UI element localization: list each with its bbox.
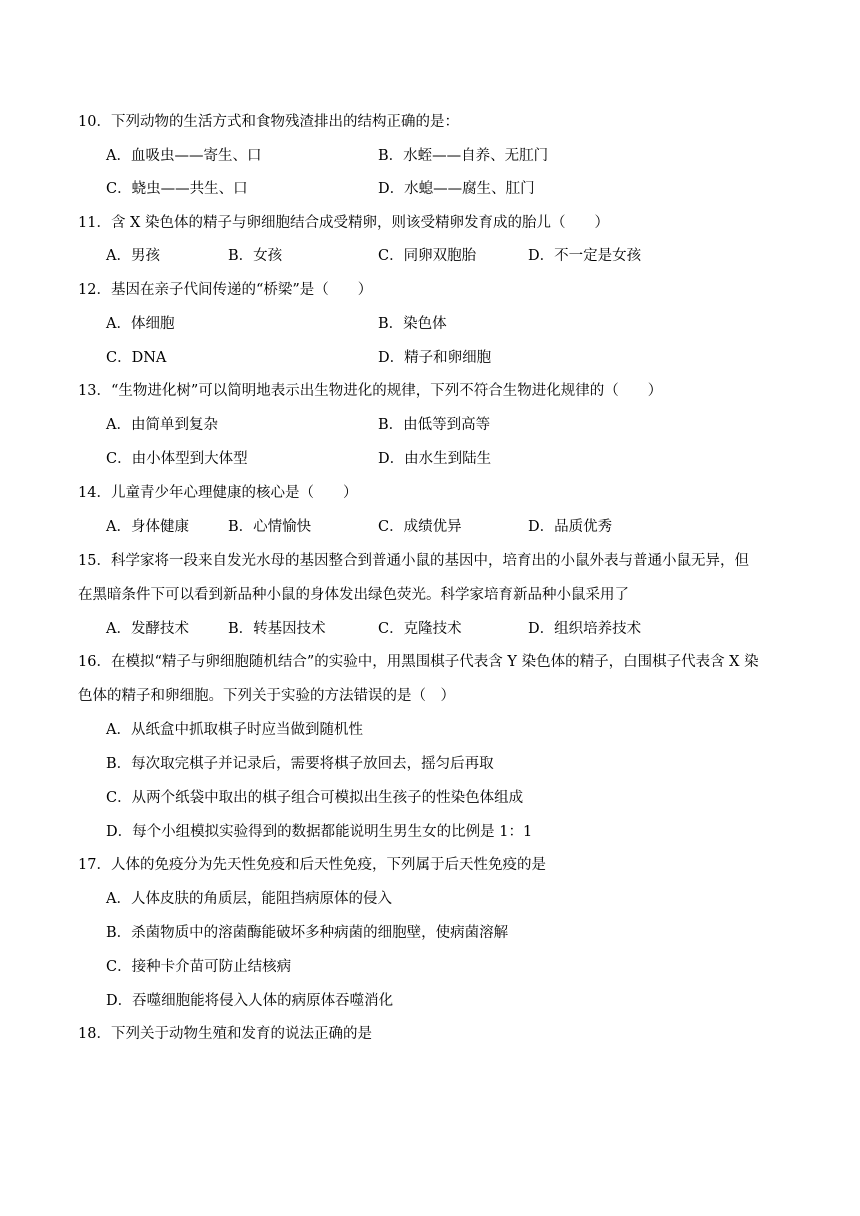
option-b: B．心情愉快 <box>228 519 312 535</box>
question-10-stem: 10．下列动物的生活方式和食物残渣排出的结构正确的是： <box>78 114 459 130</box>
question-18-stem: 18．下列关于动物生殖和发育的说法正确的是 <box>78 1026 372 1042</box>
question-14-stem: 14．儿童青少年心理健康的核心是（ ） <box>78 485 358 501</box>
option-a: A．人体皮肤的角质层，能阻挡病原体的侵入 <box>106 891 392 907</box>
option-d: D．每个小组模拟实验得到的数据都能说明生男生女的比例是 1：1 <box>106 824 533 840</box>
question-15-stem-line-1: 15．科学家将一段来自发光水母的基因整合到普通小鼠的基因中，培育出的小鼠外表与普通小鼠无异，但 <box>78 553 749 569</box>
question-13-stem: 13．“生物进化树”可以简明地表示出生物进化的规律，下列不符合生物进化规律的（ ） <box>78 383 663 399</box>
option-b: B．每次取完棋子并记录后，需要将棋子放回去，摇匀后再取 <box>106 756 494 772</box>
option-c: C．从两个纸袋中取出的棋子组合可模拟出生孩子的性染色体组成 <box>106 790 524 806</box>
option-a: A．身体健康 <box>106 519 189 535</box>
option-c: C．成绩优异 <box>378 519 462 535</box>
option-d: D．组织培养技术 <box>528 621 642 637</box>
option-d: D．品质优秀 <box>528 519 613 535</box>
option-b: B．转基因技术 <box>228 621 326 637</box>
option-a: A．血吸虫——寄生、口 <box>106 148 262 164</box>
option-d: D．不一定是女孩 <box>528 248 642 264</box>
option-b: B．杀菌物质中的溶菌酶能破坏多种病菌的细胞壁，使病菌溶解 <box>106 925 509 941</box>
option-a: A．从纸盒中抓取棋子时应当做到随机性 <box>106 722 363 738</box>
option-c: C．接种卡介苗可防止结核病 <box>106 959 292 975</box>
option-d: D．吞噬细胞能将侵入人体的病原体吞噬消化 <box>106 993 394 1009</box>
option-c: C．蛲虫——共生、口 <box>106 181 248 197</box>
option-c: C．同卵双胞胎 <box>378 248 477 264</box>
question-16-stem-line-1: 16．在模拟“精子与卵细胞随机结合”的实验中，用黑围棋子代表含 Y 染色体的精子，白围棋子代表含 X 染 <box>78 654 759 670</box>
question-16-stem-line-2: 色体的精子和卵细胞。下列关于实验的方法错误的是（ ） <box>78 688 455 704</box>
option-d: D．精子和卵细胞 <box>378 350 492 366</box>
option-b: B．由低等到高等 <box>378 417 491 433</box>
question-17-stem: 17．人体的免疫分为先天性免疫和后天性免疫，下列属于后天性免疫的是 <box>78 857 546 873</box>
question-15-stem-line-2: 在黑暗条件下可以看到新品种小鼠的身体发出绿色荧光。科学家培育新品种小鼠采用了 <box>78 587 629 603</box>
option-c: C．由小体型到大体型 <box>106 451 248 467</box>
question-11-stem: 11．含 X 染色体的精子与卵细胞结合成受精卵，则该受精卵发育成的胎儿（ ） <box>78 215 609 231</box>
option-a: A．发酵技术 <box>106 621 189 637</box>
option-c: C．DNA <box>106 350 167 366</box>
option-d: D．水螅——腐生、肛门 <box>378 181 535 197</box>
option-d: D．由水生到陆生 <box>378 451 492 467</box>
option-b: B．水蛭——自养、无肛门 <box>378 148 549 164</box>
option-b: B．女孩 <box>228 248 283 264</box>
option-a: A．体细胞 <box>106 316 175 332</box>
option-c: C．克隆技术 <box>378 621 462 637</box>
option-b: B．染色体 <box>378 316 447 332</box>
question-12-stem: 12．基因在亲子代间传递的“桥梁”是（ ） <box>78 282 373 298</box>
option-a: A．男孩 <box>106 248 160 264</box>
option-a: A．由简单到复杂 <box>106 417 218 433</box>
